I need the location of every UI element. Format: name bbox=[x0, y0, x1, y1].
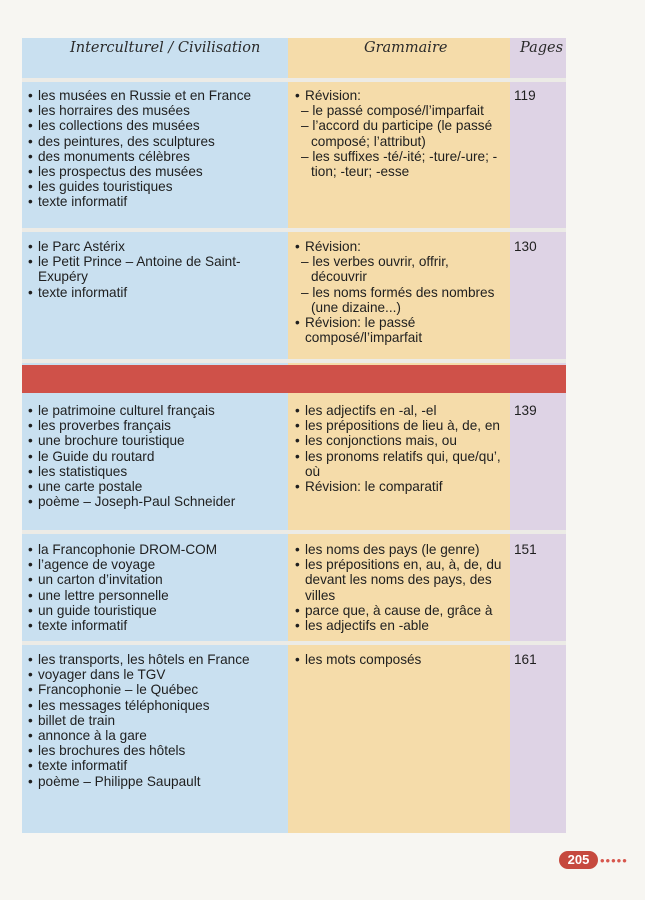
civ-item: • les collections des musées bbox=[28, 118, 282, 133]
header-civilisation: Interculturel / Civilisation bbox=[70, 40, 261, 56]
civ-item: • voyager dans le TGV bbox=[28, 667, 282, 682]
grammar-item: • les conjonctions mais, ou bbox=[295, 433, 506, 448]
civ-item: • les proverbes français bbox=[28, 418, 282, 433]
grammar-item: • Révision: le comparatif bbox=[295, 479, 506, 494]
civ-item: • poème – Joseph-Paul Schneider bbox=[28, 494, 282, 509]
civ-item: • les guides touristiques bbox=[28, 179, 282, 194]
row-3-page: 139 bbox=[514, 403, 537, 418]
row-separator bbox=[22, 228, 566, 232]
civ-item: • les statistiques bbox=[28, 464, 282, 479]
grammar-item: • les mots composés bbox=[295, 652, 506, 667]
civ-item: • Francophonie – le Québec bbox=[28, 682, 282, 697]
grammar-subitem: – l’accord du participe (le passé composé; l’attribut) bbox=[301, 118, 493, 149]
civ-item: • des monuments célèbres bbox=[28, 149, 282, 164]
row-5-grammar bbox=[288, 648, 510, 667]
row-separator bbox=[22, 641, 566, 645]
grammar-subitem: – les noms formés des nombres (une dizaine...) bbox=[301, 284, 495, 315]
civ-item: • la Francophonie DROM-COM bbox=[28, 542, 282, 557]
grammar-subitem: – les verbes ouvrir, offrir, découvrir bbox=[301, 254, 449, 285]
pages-column-bg bbox=[510, 38, 566, 833]
civ-item: • une lettre personnelle bbox=[28, 588, 282, 603]
row-4-page: 151 bbox=[514, 542, 537, 557]
row-3-civilisation bbox=[22, 399, 288, 509]
civ-item: • les brochures des hôtels bbox=[28, 743, 282, 758]
civ-item: • l’agence de voyage bbox=[28, 557, 282, 572]
civ-item: • un guide touristique bbox=[28, 603, 282, 618]
row-separator bbox=[22, 530, 566, 534]
grammar-subitem: – le passé composé/l’imparfait bbox=[301, 103, 484, 119]
grammar-item: • Révision: le passé composé/l’imparfait bbox=[295, 315, 506, 345]
row-1-grammar bbox=[288, 84, 510, 179]
civ-item: • un carton d’invitation bbox=[28, 572, 282, 587]
civ-item: • texte informatif bbox=[28, 285, 282, 300]
row-1-civilisation bbox=[22, 84, 288, 210]
grammar-item: • les prépositions de lieu à, de, en bbox=[295, 418, 506, 433]
row-5-civilisation bbox=[22, 648, 288, 789]
row-2-grammar bbox=[288, 235, 510, 345]
header-pages: Pages bbox=[520, 40, 564, 56]
civ-item: • texte informatif bbox=[28, 194, 282, 209]
row-5-page: 161 bbox=[514, 652, 537, 667]
grammar-item: • les adjectifs en -al, -el bbox=[295, 403, 506, 418]
civ-item: • les messages téléphoniques bbox=[28, 698, 282, 713]
row-4-grammar bbox=[288, 538, 510, 633]
civ-item: • des peintures, des sculptures bbox=[28, 134, 282, 149]
civ-item: • les horraires des musées bbox=[28, 103, 282, 118]
grammar-item: • les noms des pays (le genre) bbox=[295, 542, 506, 557]
grammar-item: • les prépositions en, au, à, de, du devant les noms des pays, des villes bbox=[295, 557, 506, 603]
row-4-civilisation bbox=[22, 538, 288, 633]
civ-item: • billet de train bbox=[28, 713, 282, 728]
grammar-item: • Révision: bbox=[295, 239, 506, 254]
row-1-page: 119 bbox=[514, 88, 536, 103]
civ-item: • texte informatif bbox=[28, 618, 282, 633]
civ-item: • une brochure touristique bbox=[28, 433, 282, 448]
civ-item: • texte informatif bbox=[28, 758, 282, 773]
civ-item: • le Parc Astérix bbox=[28, 239, 282, 254]
civ-item: • une carte postale bbox=[28, 479, 282, 494]
grammar-item: • Révision: bbox=[295, 88, 506, 103]
grammar-item: • les pronoms relatifs qui, que/qu’, où bbox=[295, 449, 506, 479]
grammar-item: • les adjectifs en -able bbox=[295, 618, 506, 633]
civ-item: • le Guide du routard bbox=[28, 449, 282, 464]
grammar-subitem: – les suffixes -té/-ité; -ture/-ure; -tion; -teur; -esse bbox=[301, 148, 498, 180]
civ-item: • annonce à la gare bbox=[28, 728, 282, 743]
row-2-page: 130 bbox=[514, 239, 537, 254]
page-number-badge: 205 bbox=[559, 851, 598, 869]
civ-item: • les prospectus des musées bbox=[28, 164, 282, 179]
civ-item: • poème – Philippe Saupault bbox=[28, 774, 282, 789]
decorative-dots: ••••• bbox=[600, 853, 628, 868]
row-2-civilisation bbox=[22, 235, 288, 300]
civ-item: • le Petit Prince – Antoine de Saint-Exupéry bbox=[28, 254, 282, 284]
row-3-grammar bbox=[288, 399, 510, 494]
row-separator bbox=[22, 78, 566, 82]
civ-item: • les transports, les hôtels en France bbox=[28, 652, 282, 667]
row-separator bbox=[22, 359, 566, 363]
header-grammar: Grammaire bbox=[364, 40, 448, 56]
section-divider-band bbox=[22, 365, 566, 393]
civ-item: • le patrimoine culturel français bbox=[28, 403, 282, 418]
grammar-item: • parce que, à cause de, grâce à bbox=[295, 603, 506, 618]
civ-item: • les musées en Russie et en France bbox=[28, 88, 282, 103]
